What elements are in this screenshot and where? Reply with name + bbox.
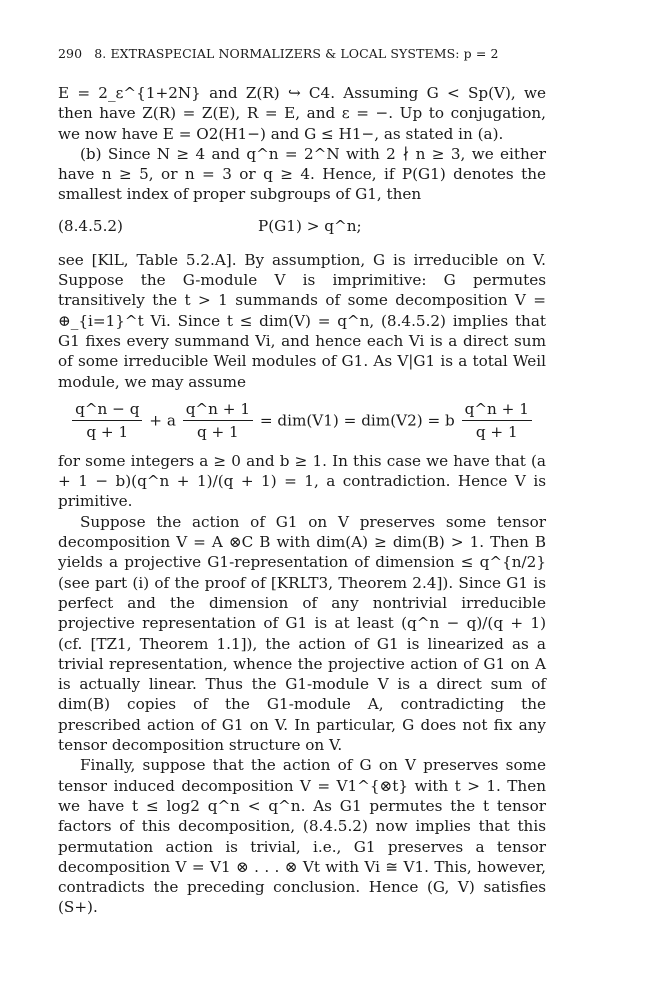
dimension-formula	[58, 400, 546, 441]
paragraph-3: see [KlL, Table 5.2.A]. By assumption, G is irreducible on V. Suppose the G-module V is imprimitive: G permutes transitively the t > 1 summands of some decomposition V = ⊕_{i=1}^t Vi. Since t ≤ dim(V) = q^n, (8.4.5.2) implies that G1 fixes every summand Vi, and hence each Vi is a direct sum of some irreducible Weil modules of G1. As V|G1 is a total Weil module, we may assume	[58, 250, 546, 391]
fraction-2-denominator: q + 1	[196, 422, 239, 441]
equation-label: (8.4.5.2)	[58, 216, 123, 235]
fraction-3	[462, 400, 532, 441]
formula-middle: = dim(V1) = dim(V2) = b	[259, 411, 455, 430]
page-number: 290	[58, 46, 83, 61]
page	[58, 46, 546, 918]
paragraph-6: Finally, suppose that the action of G on V preserves some tensor induced decomposition V = V1^{⊗t} with t > 1. Then we have t ≤ log2 q^n < q^n. As G1 permutes the t tensor factors of this decomposition, (8.4.5.2) now implies that this permutation action is trivial, i.e., G1 preserves a tensor decomposition V = V1 ⊗ . . . ⊗ Vt with Vi ≅ V1. This, however, contradicts the preceding conclusion. Hence (G, V) satisfies (S+).	[58, 756, 546, 917]
equation-body: P(G1) > q^n;	[258, 216, 362, 235]
formula-plus-a: + a	[149, 411, 176, 430]
running-head	[58, 46, 546, 61]
fraction-3-denominator: q + 1	[475, 422, 518, 441]
paragraph-5: Suppose the action of G1 on V preserves some tensor decomposition V = A ⊗C B with dim(A) ≥ dim(B) > 1. Then B yields a projective G1-representation of dimension ≤ q^{n/2} (see part (i) of the proof of [KRLT3, Theorem 2.4]). Since G1 is perfect and the dimension of any nontrivial irreducible projective representation of G1 is at least (q^n − q)/(q + 1) (cf. [TZ1, Theorem 1.1]), the action of G1 is linearized as a trivial representation, whence the projective action of G1 on A is actually linear. Thus the G1-module V is a direct sum of dim(B) copies of the G1-module A, contradicting the prescribed action of G1 on V. In particular, G does not fix any tensor decomposition structure on V.	[58, 512, 546, 755]
fraction-1-denominator: q + 1	[86, 422, 129, 441]
paragraph-1: E = 2_ε^{1+2N} and Z(R) ↪ C4. Assuming G < Sp(V), we then have Z(R) = Z(E), R = E, and ε = −. Up to conjugation, we now have E = O2(H1−) and G ≤ H1−, as stated in (a).	[58, 84, 546, 143]
running-title: 8. EXTRASPECIAL NORMALIZERS & LOCAL SYSTEMS: p = 2	[94, 46, 499, 61]
equation-8452	[58, 216, 546, 238]
fraction-2-numerator: q^n + 1	[183, 400, 253, 421]
fraction-3-numerator: q^n + 1	[462, 400, 532, 421]
paragraph-4: for some integers a ≥ 0 and b ≥ 1. In this case we have that (a + 1 − b)(q^n + 1)/(q + 1) = 1, a contradiction. Hence V is primitive.	[58, 451, 546, 511]
fraction-1-numerator: q^n − q	[72, 400, 142, 421]
fraction-1	[72, 400, 142, 441]
paragraph-2: (b) Since N ≥ 4 and q^n = 2^N with 2 ∤ n ≥ 3, we either have n ≥ 5, or n = 3 or q ≥ 4. Hence, if P(G1) denotes the smallest index of proper subgroups of G1, then	[58, 144, 546, 204]
fraction-2	[183, 400, 253, 441]
